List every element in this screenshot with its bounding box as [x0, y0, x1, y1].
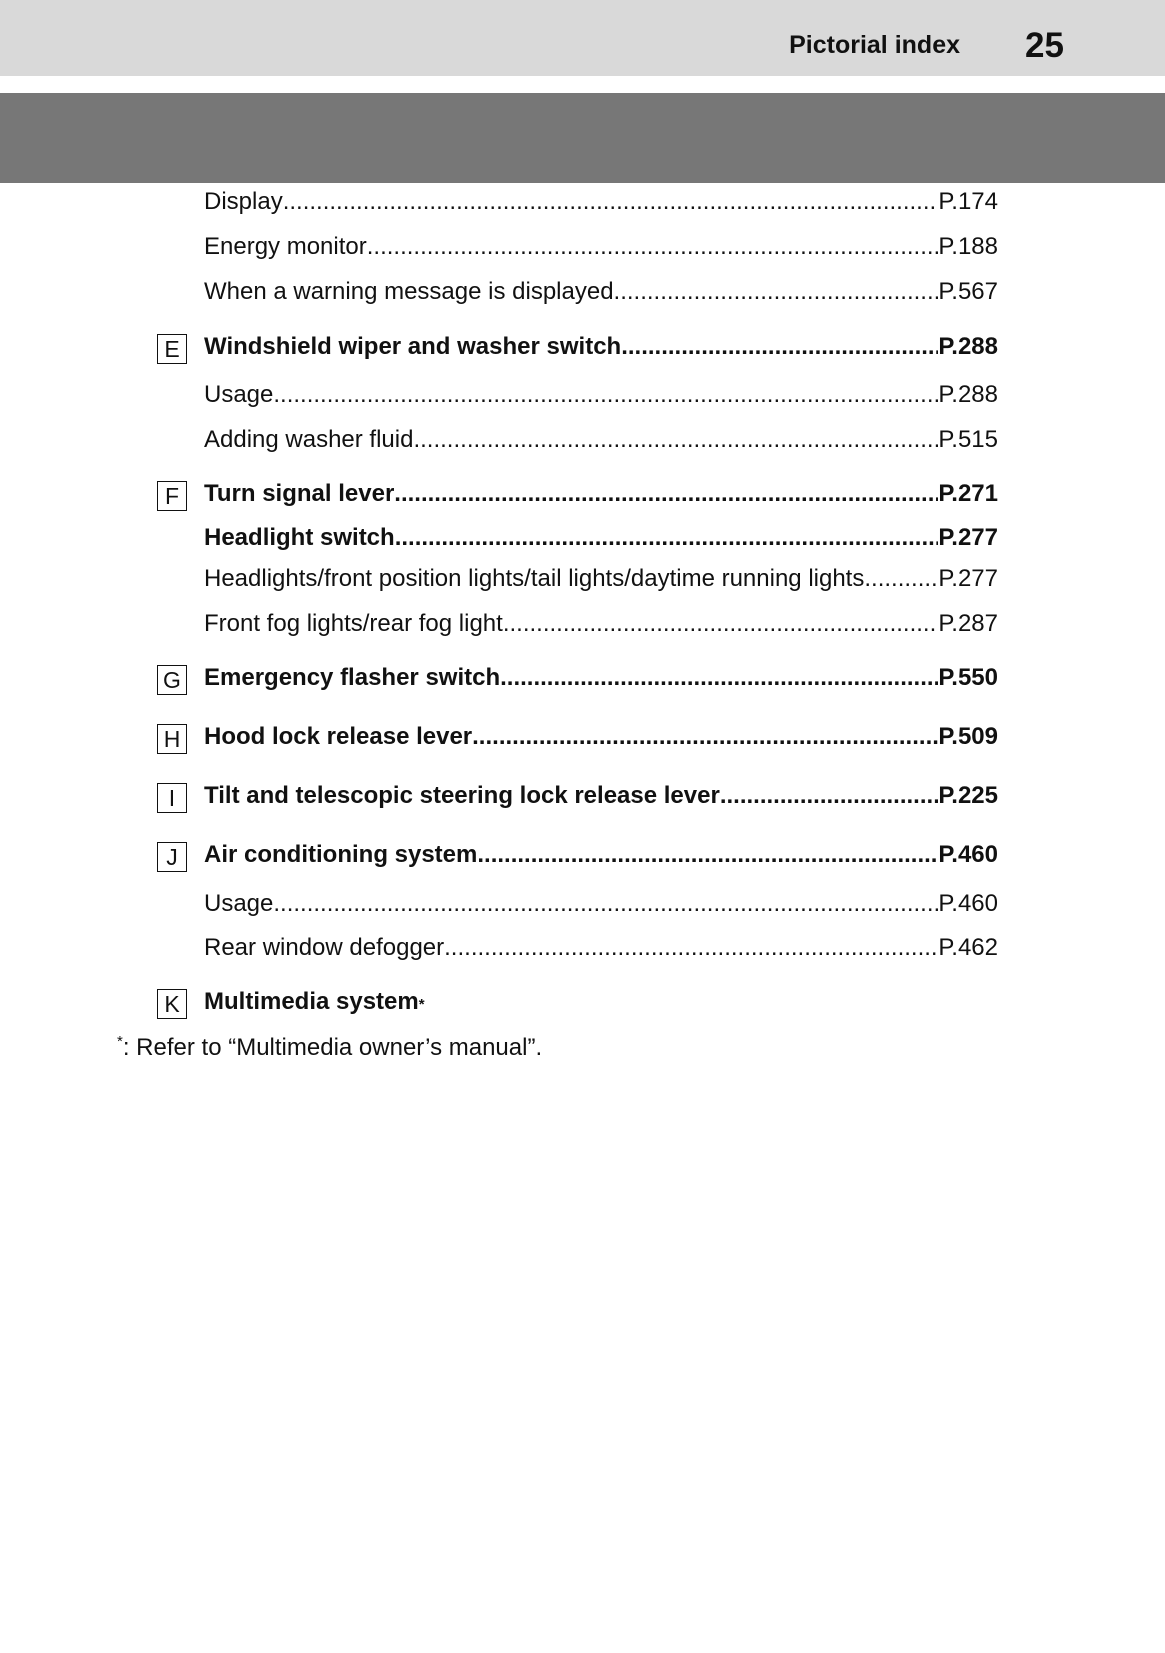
- item-letter-box: E: [157, 334, 187, 364]
- entry-label: Front fog lights/rear fog light: [204, 610, 503, 637]
- entry-label: Emergency flasher switch: [204, 664, 501, 691]
- dot-leader: [500, 664, 938, 692]
- index-subentry: [204, 610, 998, 644]
- entry-label: Energy monitor: [204, 233, 367, 260]
- entry-label: Adding washer fluid: [204, 426, 414, 453]
- dot-leader: [273, 890, 938, 918]
- dot-leader: [477, 841, 938, 869]
- entry-label: Usage: [204, 890, 274, 917]
- entry-label: Hood lock release lever: [204, 723, 473, 750]
- page-reference[interactable]: P.188: [938, 233, 998, 260]
- entry-label: Headlights/front position lights/tail lights/daytime running lights: [204, 565, 865, 592]
- dot-leader: [444, 934, 938, 962]
- entry-label: Air conditioning system: [204, 841, 478, 868]
- index-subentry: [204, 934, 998, 968]
- item-letter-box: J: [157, 842, 187, 872]
- dot-leader: [283, 188, 939, 216]
- page-reference[interactable]: P.225: [938, 782, 998, 809]
- header-divider: [0, 76, 1165, 93]
- index-subentry: [204, 565, 998, 599]
- entry-label: When a warning message is displayed: [204, 278, 614, 305]
- page-reference[interactable]: P.509: [938, 723, 998, 750]
- page-reference[interactable]: P.460: [938, 890, 998, 917]
- entry-label: Turn signal lever: [204, 480, 395, 507]
- index-entry: [204, 480, 998, 514]
- page-reference[interactable]: P.550: [938, 664, 998, 691]
- section-band: [0, 93, 1165, 183]
- dot-leader: [503, 610, 939, 638]
- index-subentry: [204, 426, 998, 460]
- item-letter-box: H: [157, 724, 187, 754]
- index-entry: [204, 723, 998, 757]
- header-band: [0, 0, 1165, 76]
- entry-label: Multimedia system: [204, 988, 419, 1015]
- page-reference[interactable]: P.287: [938, 610, 998, 637]
- item-letter-box: F: [157, 481, 187, 511]
- footnote-text: : Refer to “Multimedia owner’s manual”.: [122, 1034, 543, 1061]
- dot-leader: [394, 480, 938, 508]
- section-title: Pictorial index: [789, 31, 960, 59]
- item-letter-box: I: [157, 783, 187, 813]
- entry-label: Tilt and telescopic steering lock release lever: [204, 782, 720, 809]
- page-reference[interactable]: P.277: [938, 524, 998, 551]
- index-entry: [204, 333, 998, 367]
- dot-leader: [472, 723, 938, 751]
- page-reference[interactable]: P.288: [938, 381, 998, 408]
- index-entry: [204, 782, 998, 816]
- page-reference[interactable]: P.567: [938, 278, 998, 305]
- dot-leader: [367, 233, 939, 261]
- entry-label: Usage: [204, 381, 274, 408]
- page-reference[interactable]: P.462: [938, 934, 998, 961]
- dot-leader: [395, 524, 939, 552]
- index-subentry: [204, 890, 998, 924]
- footnote-marker: *: [117, 1033, 123, 1050]
- index-entry: [204, 841, 998, 875]
- index-entry: [204, 524, 998, 558]
- entry-label: Windshield wiper and washer switch: [204, 333, 622, 360]
- index-subentry: [204, 381, 998, 415]
- dot-leader: [621, 333, 938, 361]
- index-subentry: [204, 278, 998, 312]
- entry-label: Headlight switch: [204, 524, 395, 551]
- dot-leader: [614, 278, 939, 306]
- dot-leader: [273, 381, 938, 409]
- item-letter-box: K: [157, 989, 187, 1019]
- index-entry: [204, 664, 998, 698]
- entry-label: Display: [204, 188, 283, 215]
- page-reference[interactable]: P.277: [938, 565, 998, 592]
- index-subentry: [204, 233, 998, 267]
- entry-label: Rear window defogger: [204, 934, 445, 961]
- index-entry: Multimedia system *: [204, 988, 425, 1015]
- dot-leader: [720, 782, 939, 810]
- dot-leader: [413, 426, 938, 454]
- page-number: 25: [1025, 26, 1064, 65]
- dot-leader: [864, 565, 938, 593]
- item-letter-box: G: [157, 665, 187, 695]
- index-subentry: [204, 188, 998, 222]
- footnote: [117, 1034, 542, 1062]
- page-reference[interactable]: P.288: [938, 333, 998, 360]
- page-reference[interactable]: P.174: [938, 188, 998, 215]
- page-reference[interactable]: P.515: [938, 426, 998, 453]
- page-reference[interactable]: P.271: [938, 480, 998, 507]
- page-reference[interactable]: P.460: [938, 841, 998, 868]
